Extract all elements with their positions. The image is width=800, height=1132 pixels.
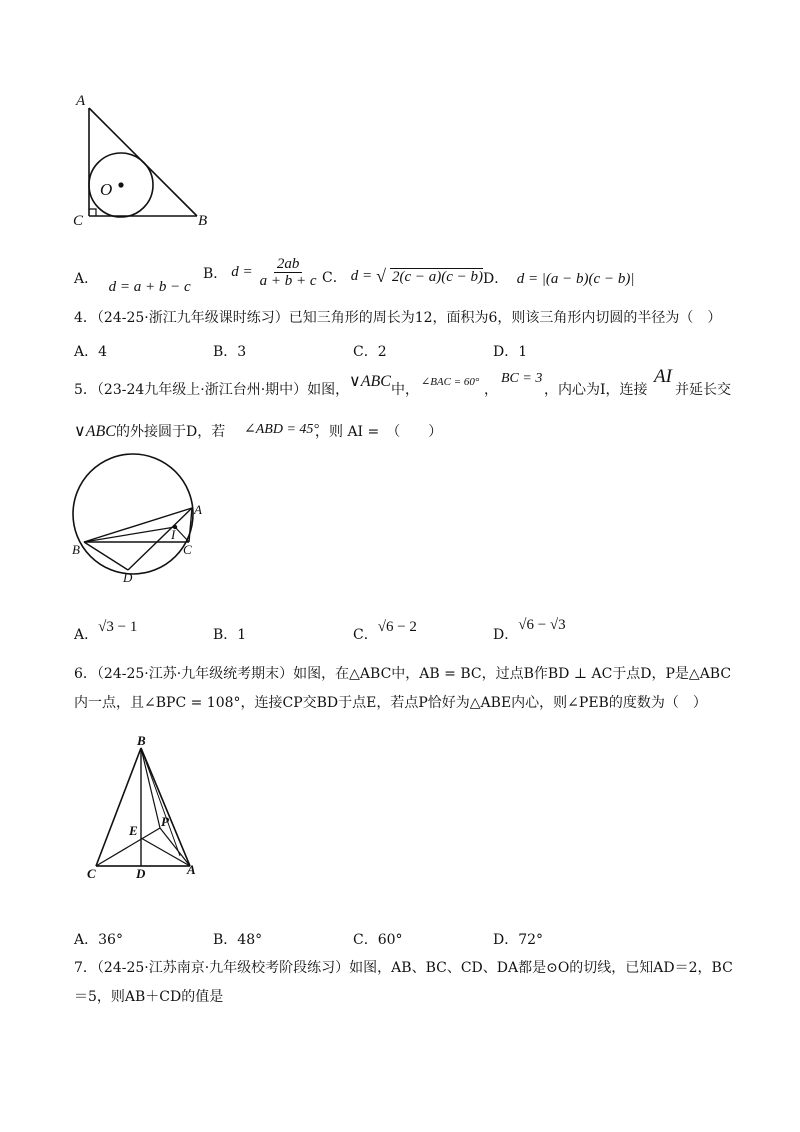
q7-stem-line1: 7．（24-25·江苏南京·九年级校考阶段练习）如图，AB、BC、CD、DA都是⊙O的切线，已知AD＝2，BC (74, 960, 733, 976)
option-value: 60° (377, 932, 403, 948)
q5-triangle-abc: ∨ABC (349, 373, 391, 390)
label-e: E (129, 823, 138, 838)
label-i: I (171, 527, 176, 542)
label-b: B (137, 733, 146, 748)
label-d: D (123, 570, 133, 585)
q5-circumcircle-text: 的外接圆于D，若 (116, 424, 226, 440)
q6-stem-line2: 内一点，且∠BPC = 108°，连接CP交BD于点E，若点P恰好为△ABE内心，则∠PEB的度数为（ ） (74, 695, 707, 711)
option-letter: D． (493, 627, 519, 643)
option-value: √6 − √3 (518, 617, 566, 633)
label-o: O (100, 180, 113, 199)
option-value: 72° (518, 932, 544, 948)
option-letter: D． (493, 932, 519, 948)
option-value: 2 (377, 344, 387, 360)
option-value: 1 (237, 627, 247, 643)
option-value: √3 − 1 (98, 619, 138, 635)
q5-incenter-text: ，内心为I，连接 (544, 382, 648, 398)
option-letter: A． (74, 627, 99, 643)
option-value: 1 (518, 344, 528, 360)
option-value: 4 (98, 344, 108, 360)
q5-number-source: 5．（23-24九年级上·浙江台州·期中）如图， (74, 382, 350, 398)
option-lhs: d = (350, 268, 373, 284)
option-value: 36° (98, 932, 123, 948)
q5-triangle-abc-2: ∨ABC (74, 423, 116, 440)
q5-angle-abd: ∠ABD = 45° (244, 422, 319, 437)
q5-zhong: 中， (391, 382, 419, 398)
label-b: B (198, 213, 208, 229)
q6-option-b[interactable] (213, 929, 262, 949)
option-letter: D． (493, 344, 519, 360)
q5-ai: AI (654, 366, 672, 387)
option-letter: B． (213, 932, 238, 948)
label-c: C (183, 542, 192, 557)
q5-bc-equals: BC = 3 (501, 371, 543, 386)
label-a: A (187, 862, 196, 877)
option-letter: C． (353, 344, 378, 360)
fraction-numerator: 2ab (274, 256, 303, 273)
q6-option-a[interactable] (74, 929, 123, 949)
label-p: P (161, 814, 169, 829)
q7-stem-line2: ＝5，则AB＋CD的值是 (74, 989, 224, 1005)
option-value: 3 (237, 344, 247, 360)
q6-option-c[interactable] (353, 929, 403, 949)
option-letter: B． (203, 265, 228, 282)
option-lhs: d = (231, 264, 253, 280)
label-d: D (136, 866, 146, 881)
option-letter: C． (353, 627, 378, 643)
label-a: A (76, 93, 86, 109)
label-c: C (73, 213, 84, 229)
q5-angle-bac: ∠BAC = 60° (421, 376, 480, 388)
option-formula: d = |(a − b)(c − b)| (516, 271, 635, 287)
q6-option-d[interactable] (493, 929, 543, 949)
q4-stem: 4．（24-25·浙江九年级课时练习）已知三角形的周长为12，面积为6，则该三角形内切圆的半径为（ ） (74, 310, 722, 326)
option-letter: B． (213, 627, 238, 643)
option-value: √6 − 2 (377, 619, 417, 635)
q5-comma: ， (484, 382, 498, 398)
option-letter: C． (322, 269, 347, 286)
option-letter: C． (353, 932, 378, 948)
q5-question-tail: ，则 AI = （ ） (315, 424, 443, 440)
option-letter: A． (74, 344, 99, 360)
q5-extend-text: 并延长交 (675, 382, 731, 398)
label-a: A (194, 502, 202, 517)
q6-stem-line1: 6．（24-25·江苏·九年级统考期末）如图，在△ABC中，AB = BC，过点B作BD ⊥ AC于点D，P是△ABC (74, 666, 732, 682)
option-formula: d = a + b − c (108, 279, 191, 295)
label-b: B (72, 542, 80, 557)
option-letter: B． (213, 344, 238, 360)
fraction-denominator: a + b + c (259, 273, 317, 289)
option-letter: D． (483, 271, 509, 287)
option-radicand: 2(c − a)(c − b) (391, 268, 484, 285)
option-letter: A． (74, 932, 99, 948)
option-letter: A． (74, 271, 99, 287)
sqrt-symbol: √ (376, 266, 386, 286)
label-c: C (87, 866, 96, 881)
option-value: 48° (237, 932, 263, 948)
